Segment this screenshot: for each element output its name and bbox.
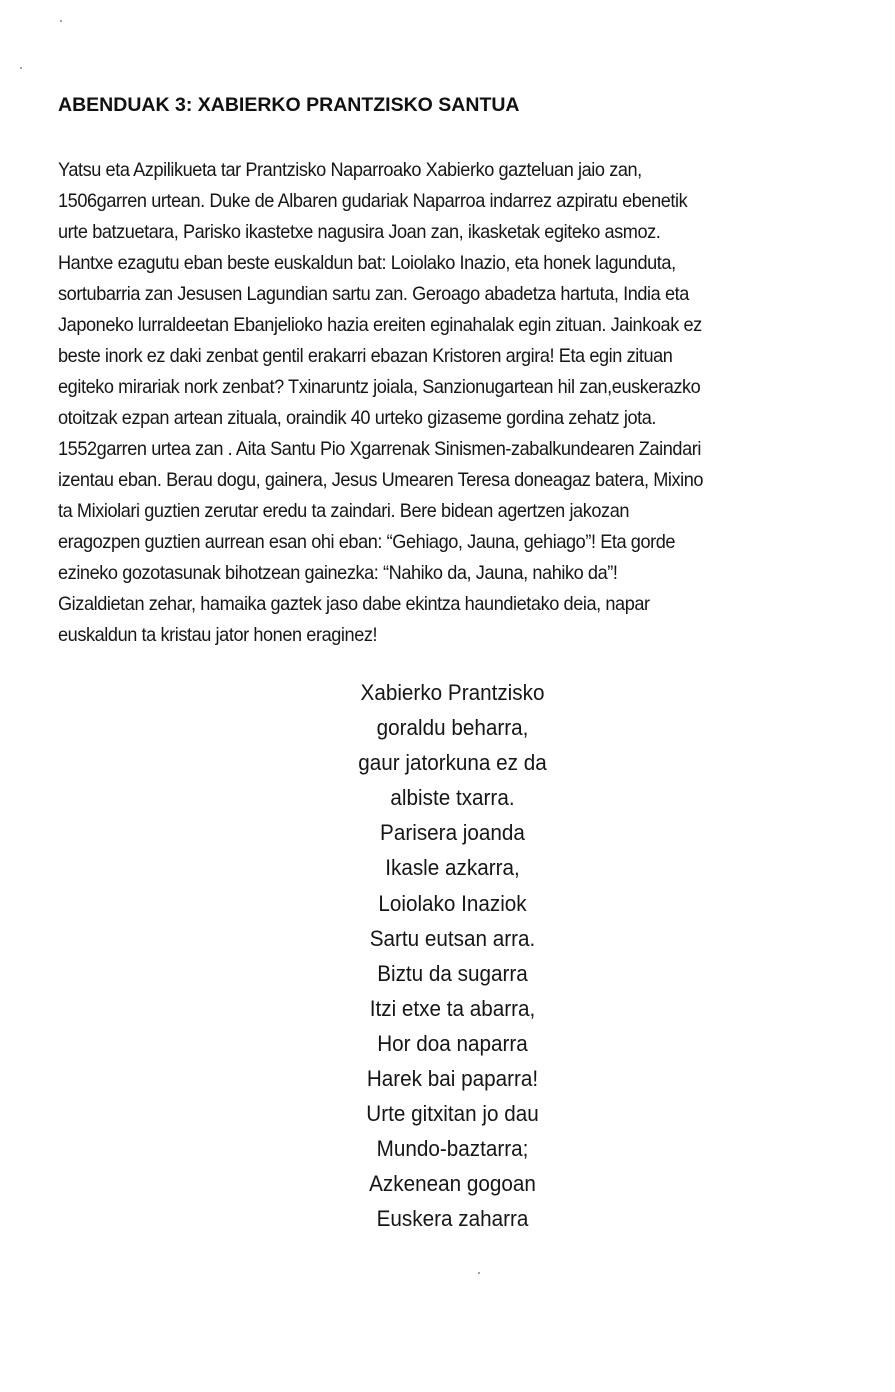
scan-speck: [20, 67, 22, 69]
poem-line: Hor doa naparra: [377, 1030, 528, 1056]
poem-line: Harek bai paparra!: [366, 1066, 539, 1092]
poem-line: gaur jatorkuna ez da: [358, 750, 547, 776]
document-title: ABENDUAK 3: XABIERKO PRANTZISKO SANTUA: [58, 94, 520, 116]
paragraph-line: otoitzak ezpan artean zituala, oraindik 40 urteko gizaseme gordina zehatz jota.: [58, 407, 657, 429]
paragraph-line: egiteko mirariak nork zenbat? Txinaruntz joiala, Sanzionugartean hil zan,euskerazko: [58, 376, 701, 398]
paragraph-line: Yatsu eta Azpilikueta tar Prantzisko Naparroako Xabierko gazteluan jaio zan,: [58, 159, 642, 181]
paragraph-line: euskaldun ta kristau jator honen eraginez!: [58, 624, 378, 646]
paragraph-line: urte batzuetara, Parisko ikastetxe nagusira Joan zan, ikasketak egiteko asmoz.: [58, 221, 661, 243]
paragraph-line: Gizaldietan zehar, hamaika gaztek jaso dabe ekintza haundietako deia, napar: [58, 593, 650, 615]
poem-line: Parisera joanda: [380, 820, 525, 846]
paragraph-line: 1506garren urtean. Duke de Albaren gudariak Naparroa indarrez azpiratu ebenetik: [58, 190, 688, 212]
poem-line: Loiolako Inaziok: [378, 890, 527, 916]
paragraph-line: 1552garren urtea zan . Aita Santu Pio Xgarrenak Sinismen-zabalkundearen Zaindari: [58, 438, 701, 460]
paragraph-line: ta Mixiolari guztien zerutar eredu ta zaindari. Bere bidean agertzen jakozan: [58, 500, 630, 522]
poem-line: Euskera zaharra: [376, 1206, 529, 1232]
paragraph-line: eragozpen guztien aurrean esan ohi eban: “Gehiago, Jauna, gehiago”! Eta gorde: [58, 531, 676, 553]
paragraph-line: beste inork ez daki zenbat gentil erakarri ebazan Kristoren argira! Eta egin zituan: [58, 345, 673, 367]
poem-line: goraldu beharra,: [376, 715, 529, 741]
poem-line: Azkenean gogoan: [369, 1171, 536, 1197]
poem-line: Xabierko Prantzisko: [360, 680, 545, 705]
body-paragraph: [58, 155, 848, 651]
poem-line: Biztu da sugarra: [377, 960, 528, 986]
paragraph-line: Hantxe ezagutu eban beste euskaldun bat: Loiolako Inazio, eta honek lagunduta,: [58, 252, 676, 274]
poem: [280, 675, 625, 1237]
paragraph-line: Japoneko lurraldeetan Ebanjelioko hazia ereiten eginahalak egin zituan. Jainkoak ez: [58, 314, 702, 336]
paragraph-line: izentau eban. Berau dogu, gainera, Jesus Umearen Teresa doneagaz batera, Mixino: [58, 469, 704, 491]
poem-line: Mundo-baztarra;: [376, 1136, 529, 1162]
poem-line: Sartu eutsan arra.: [369, 925, 536, 951]
poem-line: albiste txarra.: [390, 785, 515, 811]
poem-line: Ikasle azkarra,: [385, 855, 520, 881]
scan-speck: [60, 20, 62, 22]
poem-line: Itzi etxe ta abarra,: [369, 995, 536, 1021]
paragraph-line: sortubarria zan Jesusen Lagundian sartu zan. Geroago abadetza hartuta, India eta: [58, 283, 689, 305]
paragraph-line: ezineko gozotasunak bihotzean gainezka: “Nahiko da, Jauna, nahiko da”!: [58, 562, 618, 584]
poem-line: Urte gitxitan jo dau: [366, 1101, 539, 1127]
scan-speck: [478, 1272, 480, 1274]
